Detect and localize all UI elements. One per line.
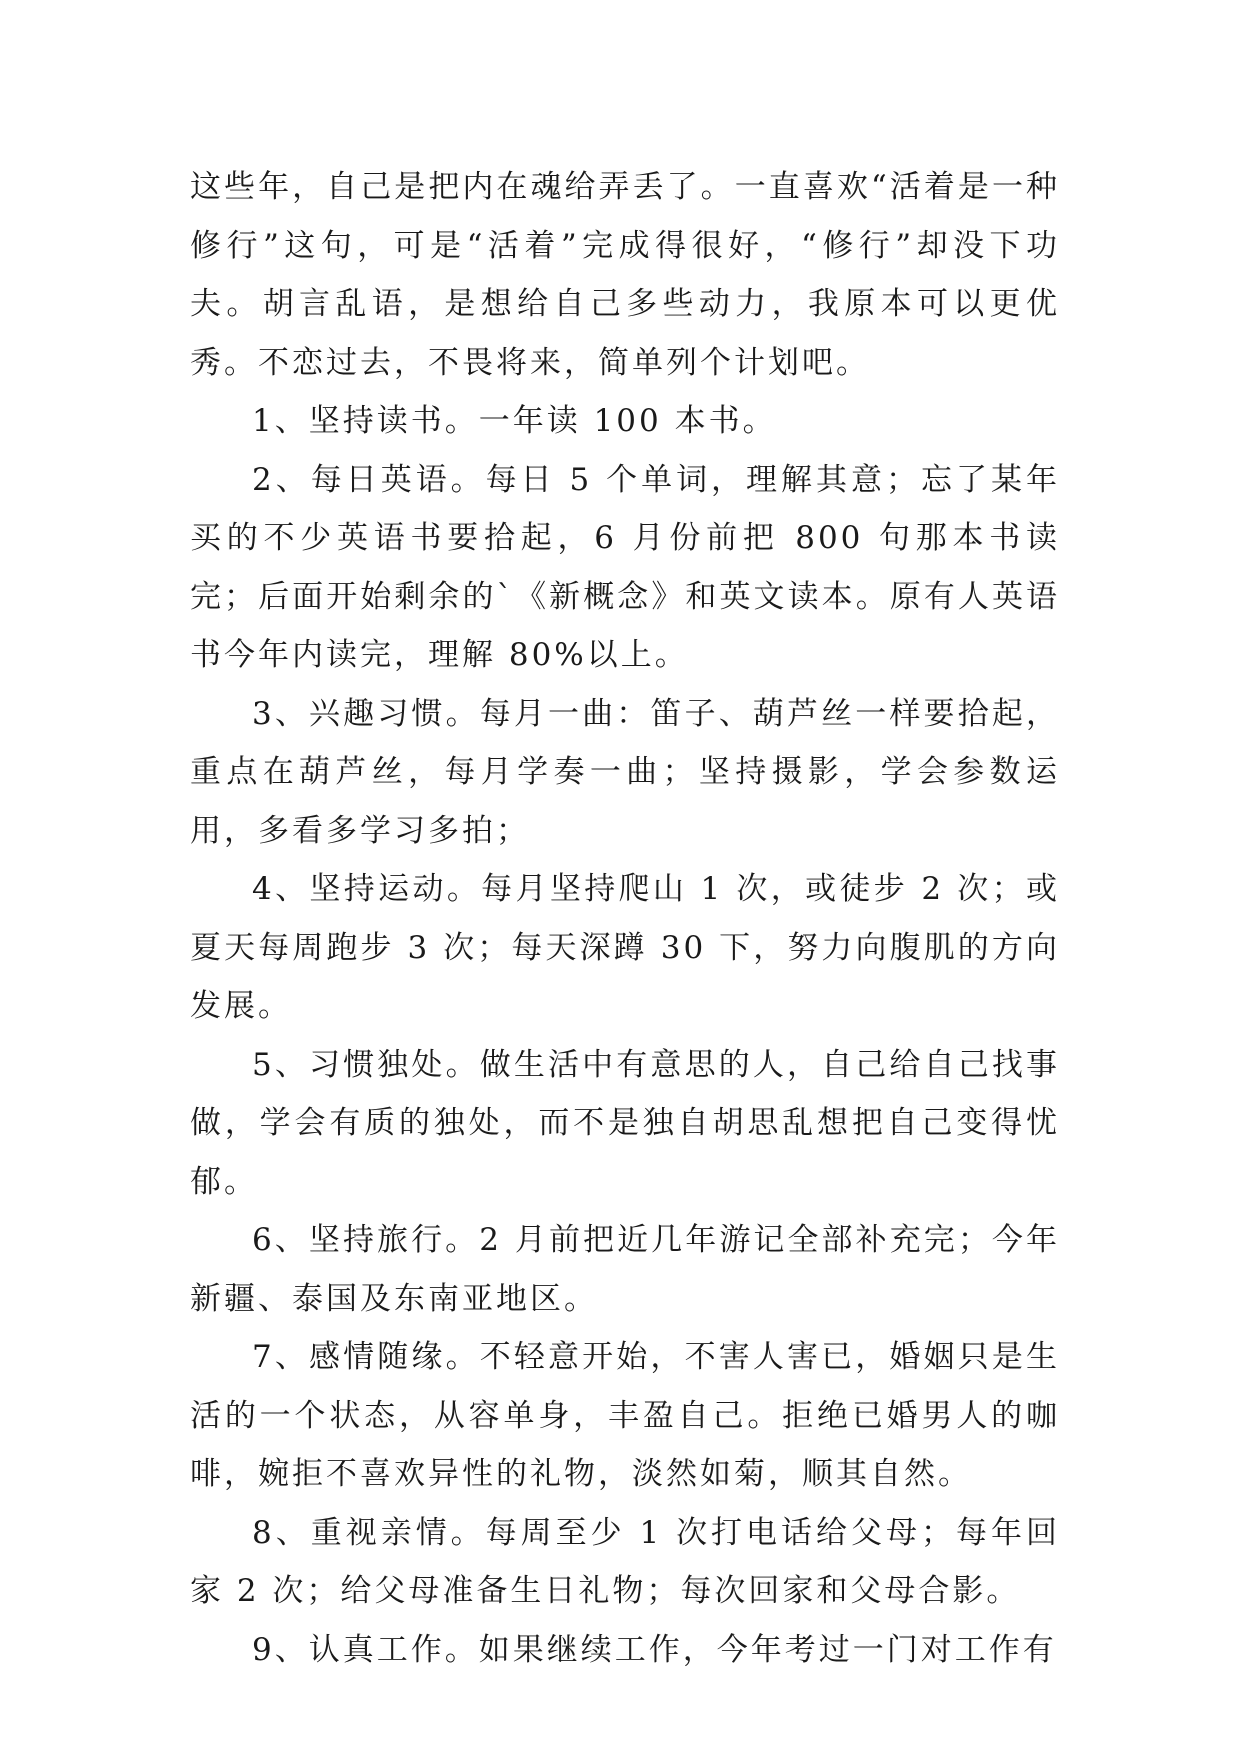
plan-item-travel: 6、坚持旅行。2 月前把近几年游记全部补充完；今年新疆、泰国及东南亚地区。 — [190, 1222, 1060, 1317]
document-body — [190, 158, 1060, 1679]
intro-paragraph: 这些年，自己是把内在魂给弄丢了。一直喜欢“活着是一种修行”这句，可是“活着”完成得很好，“修行”却没下功夫。胡言乱语，是想给自己多些动力，我原本可以更优秀。不恋过去，不畏将来，简单列个计划吧。 — [190, 169, 1060, 381]
plan-item-english: 2、每日英语。每日 5 个单词，理解其意；忘了某年买的不少英语书要拾起，6 月份前把 800 句那本书读完；后面开始剩余的`《新概念》和英文读本。原有人英语书今年内读完，理解 80%以上。 — [190, 461, 1060, 673]
plan-item-relationships: 7、感情随缘。不轻意开始，不害人害已，婚姻只是生活的一个状态，从容单身，丰盈自己。拒绝已婚男人的咖啡，婉拒不喜欢异性的礼物，淡然如菊，顺其自然。 — [190, 1339, 1060, 1492]
plan-item-family: 8、重视亲情。每周至少 1 次打电话给父母；每年回家 2 次；给父母准备生日礼物；每次回家和父母合影。 — [190, 1514, 1060, 1609]
plan-item-solitude: 5、习惯独处。做生活中有意思的人，自己给自己找事做，学会有质的独处，而不是独自胡思乱想把自己变得忧郁。 — [190, 1046, 1060, 1200]
plan-item-work: 9、认真工作。如果继续工作，今年考过一门对工作有 — [252, 1631, 1057, 1668]
plan-item-exercise: 4、坚持运动。每月坚持爬山 1 次，或徒步 2 次；或夏天每周跑步 3 次；每天深蹲 30 下，努力向腹肌的方向发展。 — [190, 871, 1060, 1024]
plan-item-reading: 1、坚持读书。一年读 100 本书。 — [252, 403, 777, 439]
plan-item-hobbies: 3、兴趣习惯。每月一曲：笛子、葫芦丝一样要拾起，重点在葫芦丝，每月学奏一曲；坚持摄影，学会参数运用，多看多学习多拍； — [190, 695, 1060, 849]
